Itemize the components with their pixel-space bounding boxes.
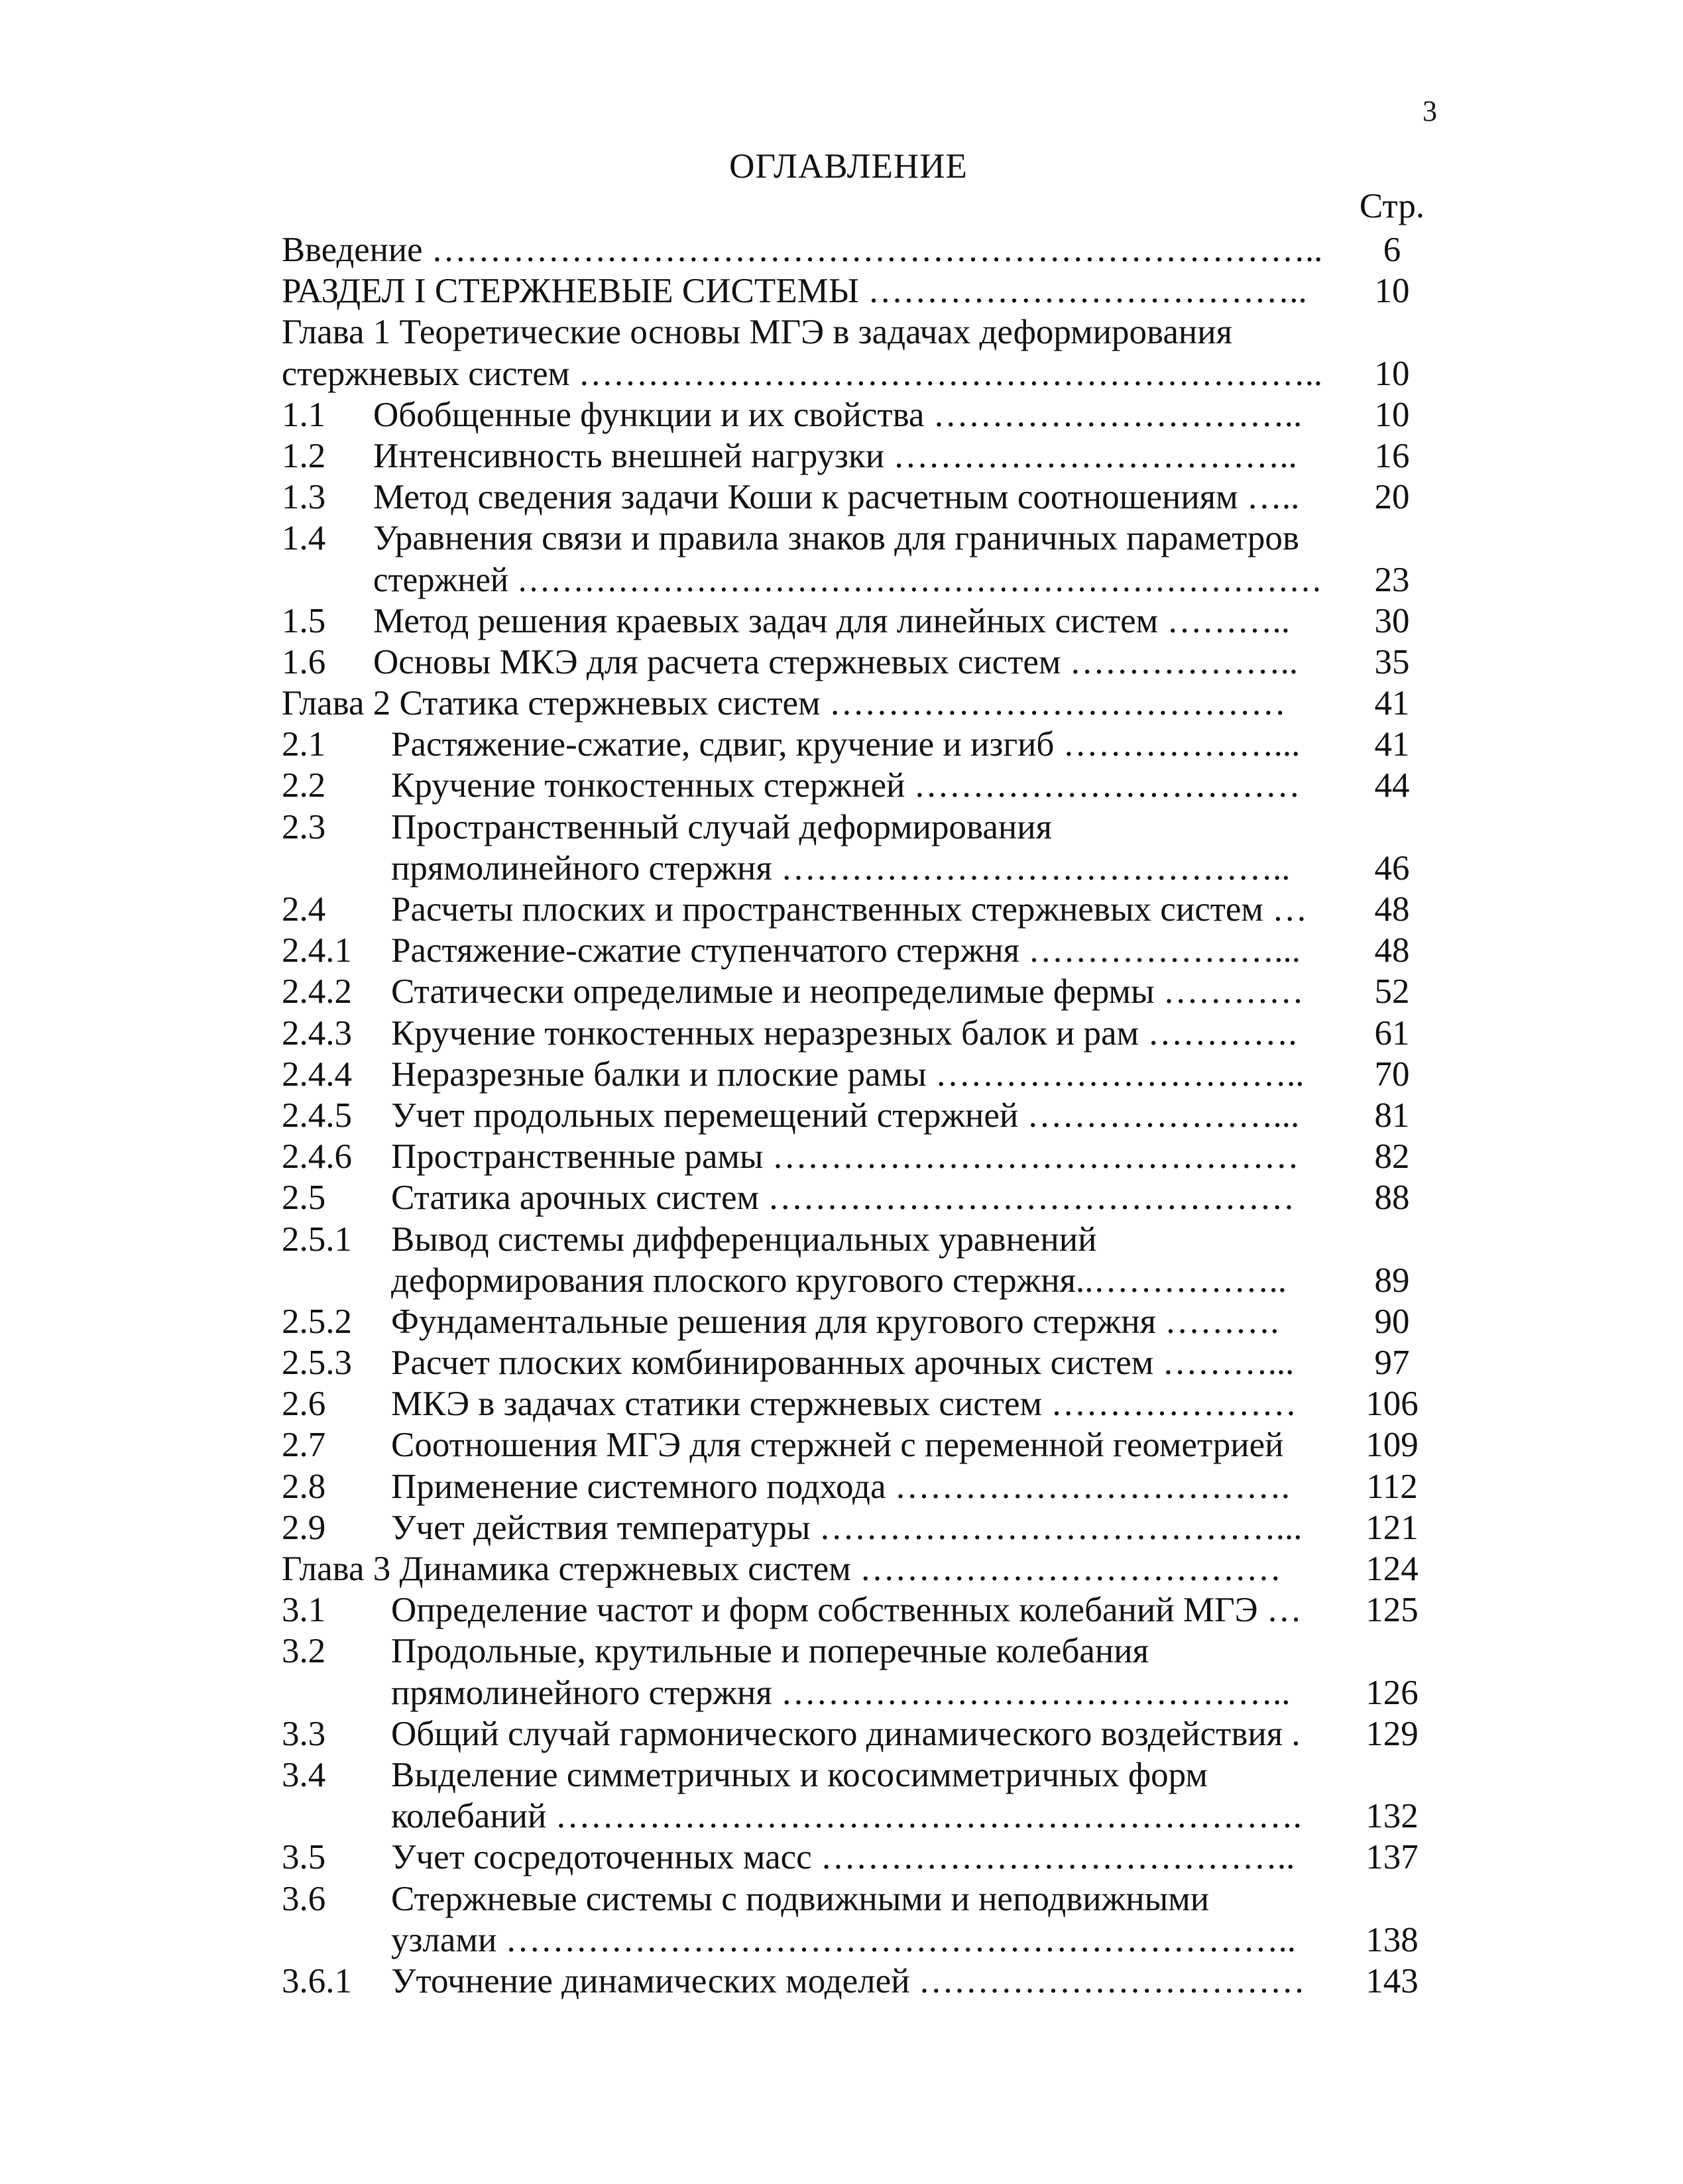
toc-line	[0, 1219, 1683, 1260]
toc-page-number: 10	[1374, 354, 1410, 393]
toc-line	[0, 518, 1683, 559]
toc-entry	[0, 1466, 1683, 1507]
toc-section-number: 3.4	[282, 1755, 326, 1794]
toc-entry	[0, 518, 1683, 600]
toc-page-number: 138	[1365, 1920, 1419, 1959]
toc-section-number: 3.6.1	[282, 1961, 352, 2000]
toc-entry	[0, 1301, 1683, 1342]
toc-title: ОГЛАВЛЕНИЕ	[729, 147, 968, 186]
toc-line	[0, 683, 1683, 724]
toc-entry	[0, 1713, 1683, 1754]
toc-entry	[0, 1095, 1683, 1136]
toc-entry-title: прямолинейного стержня ……………………………………..	[391, 848, 1291, 888]
toc-section-number: 2.5.3	[282, 1344, 352, 1383]
toc-entry-title: Метод сведения задачи Коши к расчетным соотношениям …..	[373, 478, 1300, 517]
toc-line	[0, 435, 1683, 477]
toc-entry-title: Продольные, крутильные и поперечные колебания	[391, 1632, 1149, 1671]
toc-entry	[0, 1548, 1683, 1589]
toc-section-number: 2.5	[282, 1178, 326, 1218]
toc-section-number: 2.6	[282, 1385, 326, 1424]
toc-entry-title: Введение …………………………………………………………………..	[282, 231, 1323, 269]
toc-line	[0, 1920, 1683, 1961]
toc-line	[0, 1754, 1683, 1796]
toc-section-number: 2.8	[282, 1467, 326, 1506]
toc-entry-title: Обобщенные функции и их свойства …………………………..	[373, 395, 1303, 434]
toc-entry-title: Применение системного подхода …………………………….	[391, 1467, 1291, 1506]
toc-line	[0, 642, 1683, 683]
toc-entry	[0, 1507, 1683, 1548]
table-of-contents	[0, 229, 1683, 2002]
toc-line	[0, 1095, 1683, 1136]
toc-entry	[0, 1961, 1683, 2002]
toc-page-number: 41	[1374, 684, 1410, 723]
toc-entry-title: Расчет плоских комбинированных арочных систем ………...	[391, 1344, 1295, 1383]
toc-line	[0, 765, 1683, 806]
toc-page-number: 82	[1374, 1137, 1410, 1177]
toc-line	[0, 229, 1683, 270]
toc-entry-title: Соотношения МГЭ для стержней с переменной геометрией	[391, 1426, 1284, 1465]
toc-line	[0, 807, 1683, 848]
toc-section-number: 2.4.4	[282, 1055, 352, 1094]
toc-line	[0, 1713, 1683, 1754]
toc-entry	[0, 683, 1683, 724]
toc-page-number: 137	[1365, 1838, 1419, 1877]
toc-entry	[0, 807, 1683, 889]
toc-page-number: 35	[1374, 642, 1410, 681]
toc-page-number: 109	[1365, 1426, 1419, 1465]
toc-line	[0, 1507, 1683, 1548]
toc-page-number: 121	[1365, 1508, 1419, 1547]
toc-line	[0, 848, 1683, 889]
toc-line	[0, 312, 1683, 353]
toc-line	[0, 1342, 1683, 1383]
toc-entry-title: Кручение тонкостенных неразрезных балок и рам ………….	[391, 1013, 1297, 1053]
toc-section-number: 1.5	[282, 601, 326, 640]
toc-section-number: 1.4	[282, 519, 326, 558]
toc-line	[0, 477, 1683, 518]
toc-entry	[0, 1424, 1683, 1466]
toc-line	[0, 1013, 1683, 1054]
toc-entry-title: Кручение тонкостенных стержней ……………………………	[391, 766, 1301, 805]
toc-entry-title: Учет действия температуры …………………………………...	[391, 1508, 1303, 1547]
toc-page-number: 20	[1374, 478, 1410, 517]
toc-line	[0, 724, 1683, 765]
toc-entry-title: Глава 1 Теоретические основы МГЭ в задачах деформирования	[282, 313, 1232, 352]
toc-entry	[0, 312, 1683, 394]
toc-entry-title: Пространственные рамы ………………………………………	[391, 1137, 1299, 1177]
toc-line	[0, 559, 1683, 601]
toc-section-number: 2.4	[282, 890, 326, 929]
toc-line	[0, 1961, 1683, 2002]
toc-section-number: 2.9	[282, 1508, 326, 1547]
toc-entry	[0, 1837, 1683, 1878]
toc-entry-title: Метод решения краевых задач для линейных систем ………..	[373, 601, 1290, 640]
toc-section-number: 2.5.1	[282, 1220, 352, 1259]
toc-section-number: 1.2	[282, 436, 326, 475]
toc-entry	[0, 1013, 1683, 1054]
toc-entry-title: Основы МКЭ для расчета стержневых систем ………………..	[373, 642, 1299, 681]
toc-page-number: 23	[1374, 560, 1410, 599]
toc-entry-title: Общий случай гармонического динамического воздействия .	[391, 1714, 1301, 1753]
toc-entry	[0, 1219, 1683, 1301]
toc-line	[0, 601, 1683, 642]
toc-section-number: 1.3	[282, 478, 326, 517]
toc-entry-title: Растяжение-сжатие ступенчатого стержня …………………...	[391, 931, 1301, 970]
toc-entry	[0, 601, 1683, 642]
toc-entry-title: Выделение симметричных и кососимметричных форм	[391, 1755, 1208, 1794]
toc-section-number: 3.3	[282, 1714, 326, 1753]
toc-page-number: 81	[1374, 1096, 1410, 1135]
toc-line	[0, 1631, 1683, 1672]
toc-page-number: 10	[1374, 272, 1410, 311]
toc-section-number: 2.4.1	[282, 931, 352, 970]
toc-entry-title: колебаний ……………………………………………………….	[391, 1797, 1302, 1836]
toc-section-number: 2.5.2	[282, 1302, 352, 1341]
toc-page-number: 16	[1374, 436, 1410, 475]
toc-entry-title: Статика арочных систем ………………………………………	[391, 1178, 1295, 1218]
toc-entry-title: Статически определимые и неопределимые фермы …………	[391, 972, 1304, 1011]
toc-entry-title: деформирования плоского кругового стержня..……………..	[391, 1261, 1287, 1300]
toc-entry	[0, 435, 1683, 477]
toc-entry	[0, 1878, 1683, 1961]
toc-entry	[0, 930, 1683, 971]
toc-page-number: 44	[1374, 766, 1410, 805]
toc-line	[0, 1796, 1683, 1837]
toc-page-number: 124	[1365, 1550, 1419, 1588]
toc-entry-title: Расчеты плоских и пространственных стержневых систем …	[391, 890, 1308, 929]
toc-page-number: 90	[1374, 1302, 1410, 1341]
page-number: 3	[1422, 95, 1437, 127]
toc-entry-title: стержней ………………………………………………………………	[373, 560, 1322, 599]
toc-page-number: 10	[1374, 395, 1410, 434]
toc-page-number: 89	[1374, 1261, 1410, 1300]
toc-entry-title: МКЭ в задачах статики стержневых систем …………………	[391, 1385, 1297, 1424]
toc-page-number: 106	[1365, 1385, 1419, 1424]
toc-entry-title: Интенсивность внешней нагрузки ……………………………..	[373, 436, 1297, 475]
toc-entry-title: прямолинейного стержня ……………………………………..	[391, 1673, 1291, 1712]
toc-page-number: 143	[1365, 1961, 1419, 2000]
toc-line	[0, 1589, 1683, 1631]
toc-page-number: 125	[1365, 1591, 1419, 1630]
toc-section-number: 1.1	[282, 395, 326, 434]
toc-entry-title: Учет продольных перемещений стержней …………………...	[391, 1096, 1300, 1135]
toc-line	[0, 353, 1683, 394]
toc-entry	[0, 889, 1683, 930]
toc-page-number: 88	[1374, 1178, 1410, 1218]
toc-line	[0, 1301, 1683, 1342]
toc-entry	[0, 229, 1683, 270]
toc-section-number: 2.4.2	[282, 972, 352, 1011]
toc-entry-title: Растяжение-сжатие, сдвиг, кручение и изгиб ………………...	[391, 725, 1301, 764]
toc-entry	[0, 1754, 1683, 1837]
toc-section-number: 1.6	[282, 642, 326, 681]
toc-line	[0, 1136, 1683, 1177]
toc-section-number: 3.6	[282, 1879, 326, 1918]
toc-entry	[0, 765, 1683, 806]
toc-section-number: 2.3	[282, 807, 326, 846]
toc-entry-title: Фундаментальные решения для кругового стержня ……….	[391, 1302, 1279, 1341]
toc-page-number: 112	[1366, 1467, 1418, 1506]
toc-entry-title: Уравнения связи и правила знаков для граничных параметров	[373, 519, 1299, 558]
toc-entry	[0, 1177, 1683, 1218]
toc-section-number: 3.5	[282, 1838, 326, 1877]
toc-entry	[0, 971, 1683, 1012]
toc-section-number: 2.7	[282, 1426, 326, 1465]
toc-entry-title: Уточнение динамических моделей ……………………………	[391, 1961, 1305, 2000]
toc-entry-title: Стержневые системы с подвижными и неподвижными	[391, 1879, 1210, 1918]
toc-entry	[0, 270, 1683, 312]
toc-entry-title: Глава 3 Динамика стержневых систем ………………………………	[282, 1550, 1281, 1588]
toc-page-number: 48	[1374, 890, 1410, 929]
toc-entry	[0, 724, 1683, 765]
toc-entry-title: Пространственный случай деформирования	[391, 807, 1052, 846]
page-column-header: Стр.	[1359, 187, 1425, 225]
toc-page-number: 132	[1365, 1797, 1419, 1836]
toc-line	[0, 971, 1683, 1012]
toc-line	[0, 930, 1683, 971]
toc-entry	[0, 394, 1683, 435]
toc-page-number: 70	[1374, 1055, 1410, 1094]
toc-entry-title: стержневых систем ………………………………………………………..	[282, 354, 1322, 393]
toc-section-number: 3.1	[282, 1591, 326, 1630]
toc-line	[0, 1424, 1683, 1466]
toc-line	[0, 889, 1683, 930]
toc-entry	[0, 642, 1683, 683]
toc-entry-title: Учет сосредоточенных масс …………………………………..	[391, 1838, 1295, 1877]
toc-entry-title: Определение частот и форм собственных колебаний МГЭ …	[391, 1591, 1302, 1630]
toc-line	[0, 1672, 1683, 1713]
toc-line	[0, 1054, 1683, 1095]
toc-line	[0, 1177, 1683, 1218]
toc-section-number: 2.4.6	[282, 1137, 352, 1177]
toc-line	[0, 1466, 1683, 1507]
toc-entry	[0, 1589, 1683, 1631]
toc-entry-title: Глава 2 Статика стержневых систем …………………………………	[282, 684, 1286, 723]
toc-section-number: 2.4.3	[282, 1013, 352, 1053]
toc-entry	[0, 1342, 1683, 1383]
toc-section-number: 2.1	[282, 725, 326, 764]
toc-section-number: 2.4.5	[282, 1096, 352, 1135]
toc-entry	[0, 477, 1683, 518]
toc-page-number: 97	[1374, 1344, 1410, 1383]
toc-line	[0, 1383, 1683, 1424]
toc-line	[0, 1837, 1683, 1878]
toc-line	[0, 1260, 1683, 1301]
toc-line	[0, 270, 1683, 312]
toc-line	[0, 394, 1683, 435]
toc-entry-title: Неразрезные балки и плоские рамы …………………………..	[391, 1055, 1305, 1094]
toc-entry-title: Вывод системы дифференциальных уравнений	[391, 1220, 1097, 1259]
toc-page-number: 61	[1374, 1013, 1410, 1053]
toc-page-number: 52	[1374, 972, 1410, 1011]
toc-line	[0, 1548, 1683, 1589]
toc-entry-title: РАЗДЕЛ I СТЕРЖНЕВЫЕ СИСТЕМЫ ………………………………..	[282, 272, 1307, 311]
toc-entry	[0, 1136, 1683, 1177]
toc-entry	[0, 1383, 1683, 1424]
toc-entry	[0, 1631, 1683, 1713]
toc-page-number: 6	[1383, 231, 1401, 269]
toc-entry-title: узлами …………………………………………………………..	[391, 1920, 1297, 1959]
toc-page-number: 48	[1374, 931, 1410, 970]
toc-page-number: 129	[1365, 1714, 1419, 1753]
toc-entry	[0, 1054, 1683, 1095]
toc-section-number: 2.2	[282, 766, 326, 805]
toc-page-number: 126	[1365, 1673, 1419, 1712]
toc-page-number: 30	[1374, 601, 1410, 640]
toc-page-number: 46	[1374, 848, 1410, 888]
toc-page-number: 41	[1374, 725, 1410, 764]
toc-section-number: 3.2	[282, 1632, 326, 1671]
toc-line	[0, 1878, 1683, 1920]
